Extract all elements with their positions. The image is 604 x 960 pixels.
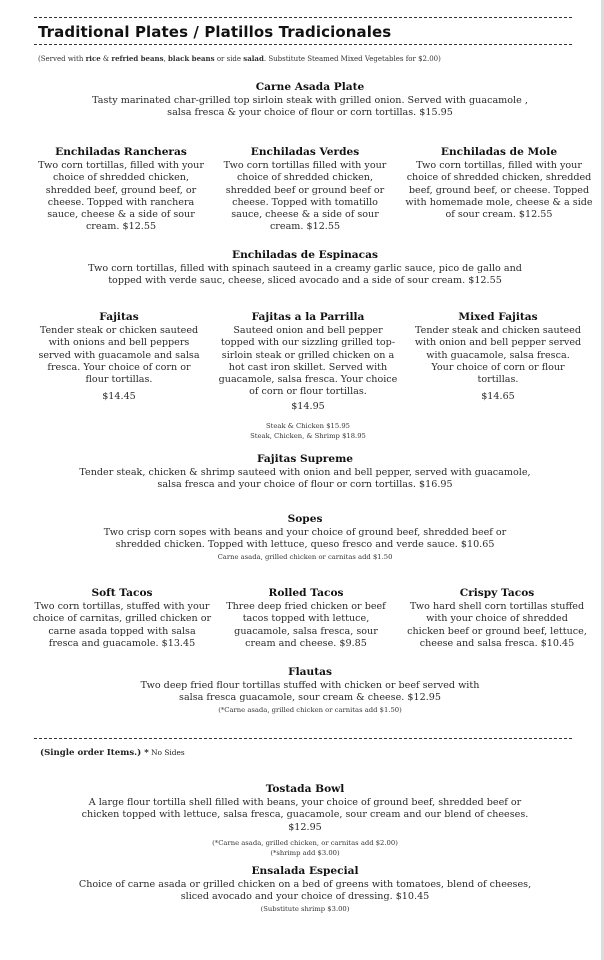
item-description: Sauteed onion and bell pepper topped with our sizzling grilled top-sirloin steak or grilled chicken on a hot cast iron skillet. Served with guacamole, salsa fresca. Your choice of corn or flour tortillas. [218,325,398,398]
menu-item-crispy-tacos [406,586,588,650]
heading-dashed-divider [34,44,572,45]
top-dashed-divider [34,17,572,18]
item-price: $14.95 [291,400,325,412]
menu-item-enchiladas-de-mole [404,145,594,221]
menu-item-flautas [140,665,480,715]
item-option-steak-chicken-shrimp: Steak, Chicken, & Shrimp $18.95 [250,431,366,440]
item-price: $14.65 [481,391,515,403]
menu-item-fajitas-a-la-parrilla [218,310,398,441]
item-description: Two corn tortillas, filled with spinach sauteed in a creamy garlic sauce, pico de gallo and topped with verde sauc, cheese, sliced avocado and a side of sour cream. $12.55 [88,263,522,287]
item-addon-note: (Substitute shrimp $3.00) [260,904,350,913]
item-title: Enchiladas de Espinacas [232,249,378,261]
menu-item-soft-tacos [32,586,212,650]
item-title: Enchiladas de Mole [440,146,558,158]
item-description: Choice of carne asada or grilled chicken on a bed of greens with tomatoes, blend of cheeses, sliced avocado and your choice of dressing. $10.45 [78,879,532,903]
item-title: Ensalada Especial [251,865,359,877]
item-title: Sopes [287,513,323,525]
item-description: Two deep fried flour tortillas stuffed with chicken or beef served with salsa fresca guacamole, sour cream & cheese. $12.95 [140,680,480,704]
item-description: A large flour tortilla shell filled with beans, your choice of ground beef, shredded beef or chicken topped with lettuce, salsa fresca, guacamole, sour cream and our blend of cheeses. $12.95 [81,797,529,833]
item-description: Two corn tortillas, filled with your choice of shredded chicken, shredded beef, ground beef, or cheese. Topped with homemade mole, cheese & a side of sour cream. $12.55 [405,160,593,221]
single-order-note: (Single order Items.) * No Sides [40,748,185,758]
item-description: Tender steak, chicken & shrimp sauteed with onion and bell pepper, served with guacamole, salsa fresca and your choice of flour or corn tortillas. $16.95 [79,467,531,491]
item-title: Fajitas a la Parrilla [251,311,365,323]
item-description: Tender steak and chicken sauteed with onion and bell pepper served with guacamole, salsa fresca. Your choice of corn or flour tortillas. [414,325,582,386]
item-description: Two corn tortillas, filled with your choice of shredded chicken, shredded beef, ground beef, or cheese. Topped with ranchera sauce, cheese & a side of sour cream. $12.55 [38,160,204,233]
item-description: Two corn tortillas filled with your choice of shredded chicken, shredded beef or ground beef or cheese. Topped with tomatillo sauce, cheese & a side of sour cream. $12.55 [223,160,387,233]
item-addon-note: (*Carne asada, grilled chicken or carnitas add $1.50) [218,705,402,714]
single-items-dashed-divider [34,738,572,739]
item-title: Fajitas [99,311,139,323]
item-title: Soft Tacos [91,587,153,599]
item-title: Rolled Tacos [268,587,344,599]
item-description: Two hard shell corn tortillas stuffed with your choice of shredded chicken beef or ground beef, lettuce, cheese and salsa fresca. $10.45 [407,601,587,649]
item-option-steak-chicken: Steak & Chicken $15.95 [266,421,350,430]
item-title: Fajitas Supreme [256,453,354,465]
item-description: Tasty marinated char-grilled top sirloin steak with grilled onion. Served with guacamole , salsa fresca & your choice of flour or corn tortillas. $15.95 [92,95,528,119]
menu-item-sopes [80,512,530,562]
menu-item-mixed-fajitas [414,310,582,403]
item-description: Two crisp corn sopes with beans and your choice of ground beef, shredded beef or shredded chicken. Topped with lettuce, queso fresco and verde sauce. $10.65 [103,527,507,551]
item-description: Tender steak or chicken sauteed with onions and bell peppers served with guacamole and salsa fresca. Your choice of corn or flour tortillas. [38,325,200,386]
menu-item-tostada-bowl [70,782,540,858]
item-price: $14.45 [102,391,136,403]
menu-item-ensalada-especial [70,864,540,914]
menu-item-enchiladas-verdes [220,145,390,234]
menu-item-enchiladas-de-espinacas [70,248,540,288]
item-addon-note-shrimp: (*shrimp add $3.00) [270,848,340,857]
menu-item-fajitas-supreme [70,452,540,492]
item-title: Crispy Tacos [459,587,535,599]
menu-item-carne-asada [80,80,540,120]
sides-note: (Served with rice & refried beans, black beans or side salad. Substitute Steamed Mixed Vegetables for $2.00) [38,54,441,63]
item-addon-note: (*Carne asada, grilled chicken, or carnitas add $2.00) [212,838,398,847]
item-title: Enchiladas Rancheras [55,146,187,158]
menu-item-enchiladas-rancheras [32,145,210,234]
item-title: Flautas [288,666,332,678]
item-addon-note: Carne asada, grilled chicken or carnitas add $1.50 [217,552,393,561]
item-title: Mixed Fajitas [458,311,538,323]
menu-item-fajitas [36,310,202,403]
item-title: Carne Asada Plate [255,81,365,93]
section-heading: Traditional Plates / Platillos Tradicionales [38,23,392,41]
menu-item-rolled-tacos [220,586,392,650]
item-title: Enchiladas Verdes [250,146,360,158]
item-description: Two corn tortillas, stuffed with your choice of carnitas, grilled chicken or carne asada topped with salsa fresca and guacamole. $13.45 [32,601,212,649]
item-title: Tostada Bowl [265,783,345,795]
item-description: Three deep fried chicken or beef tacos topped with lettuce, guacamole, salsa fresca, sour cream and cheese. $9.85 [226,601,386,649]
